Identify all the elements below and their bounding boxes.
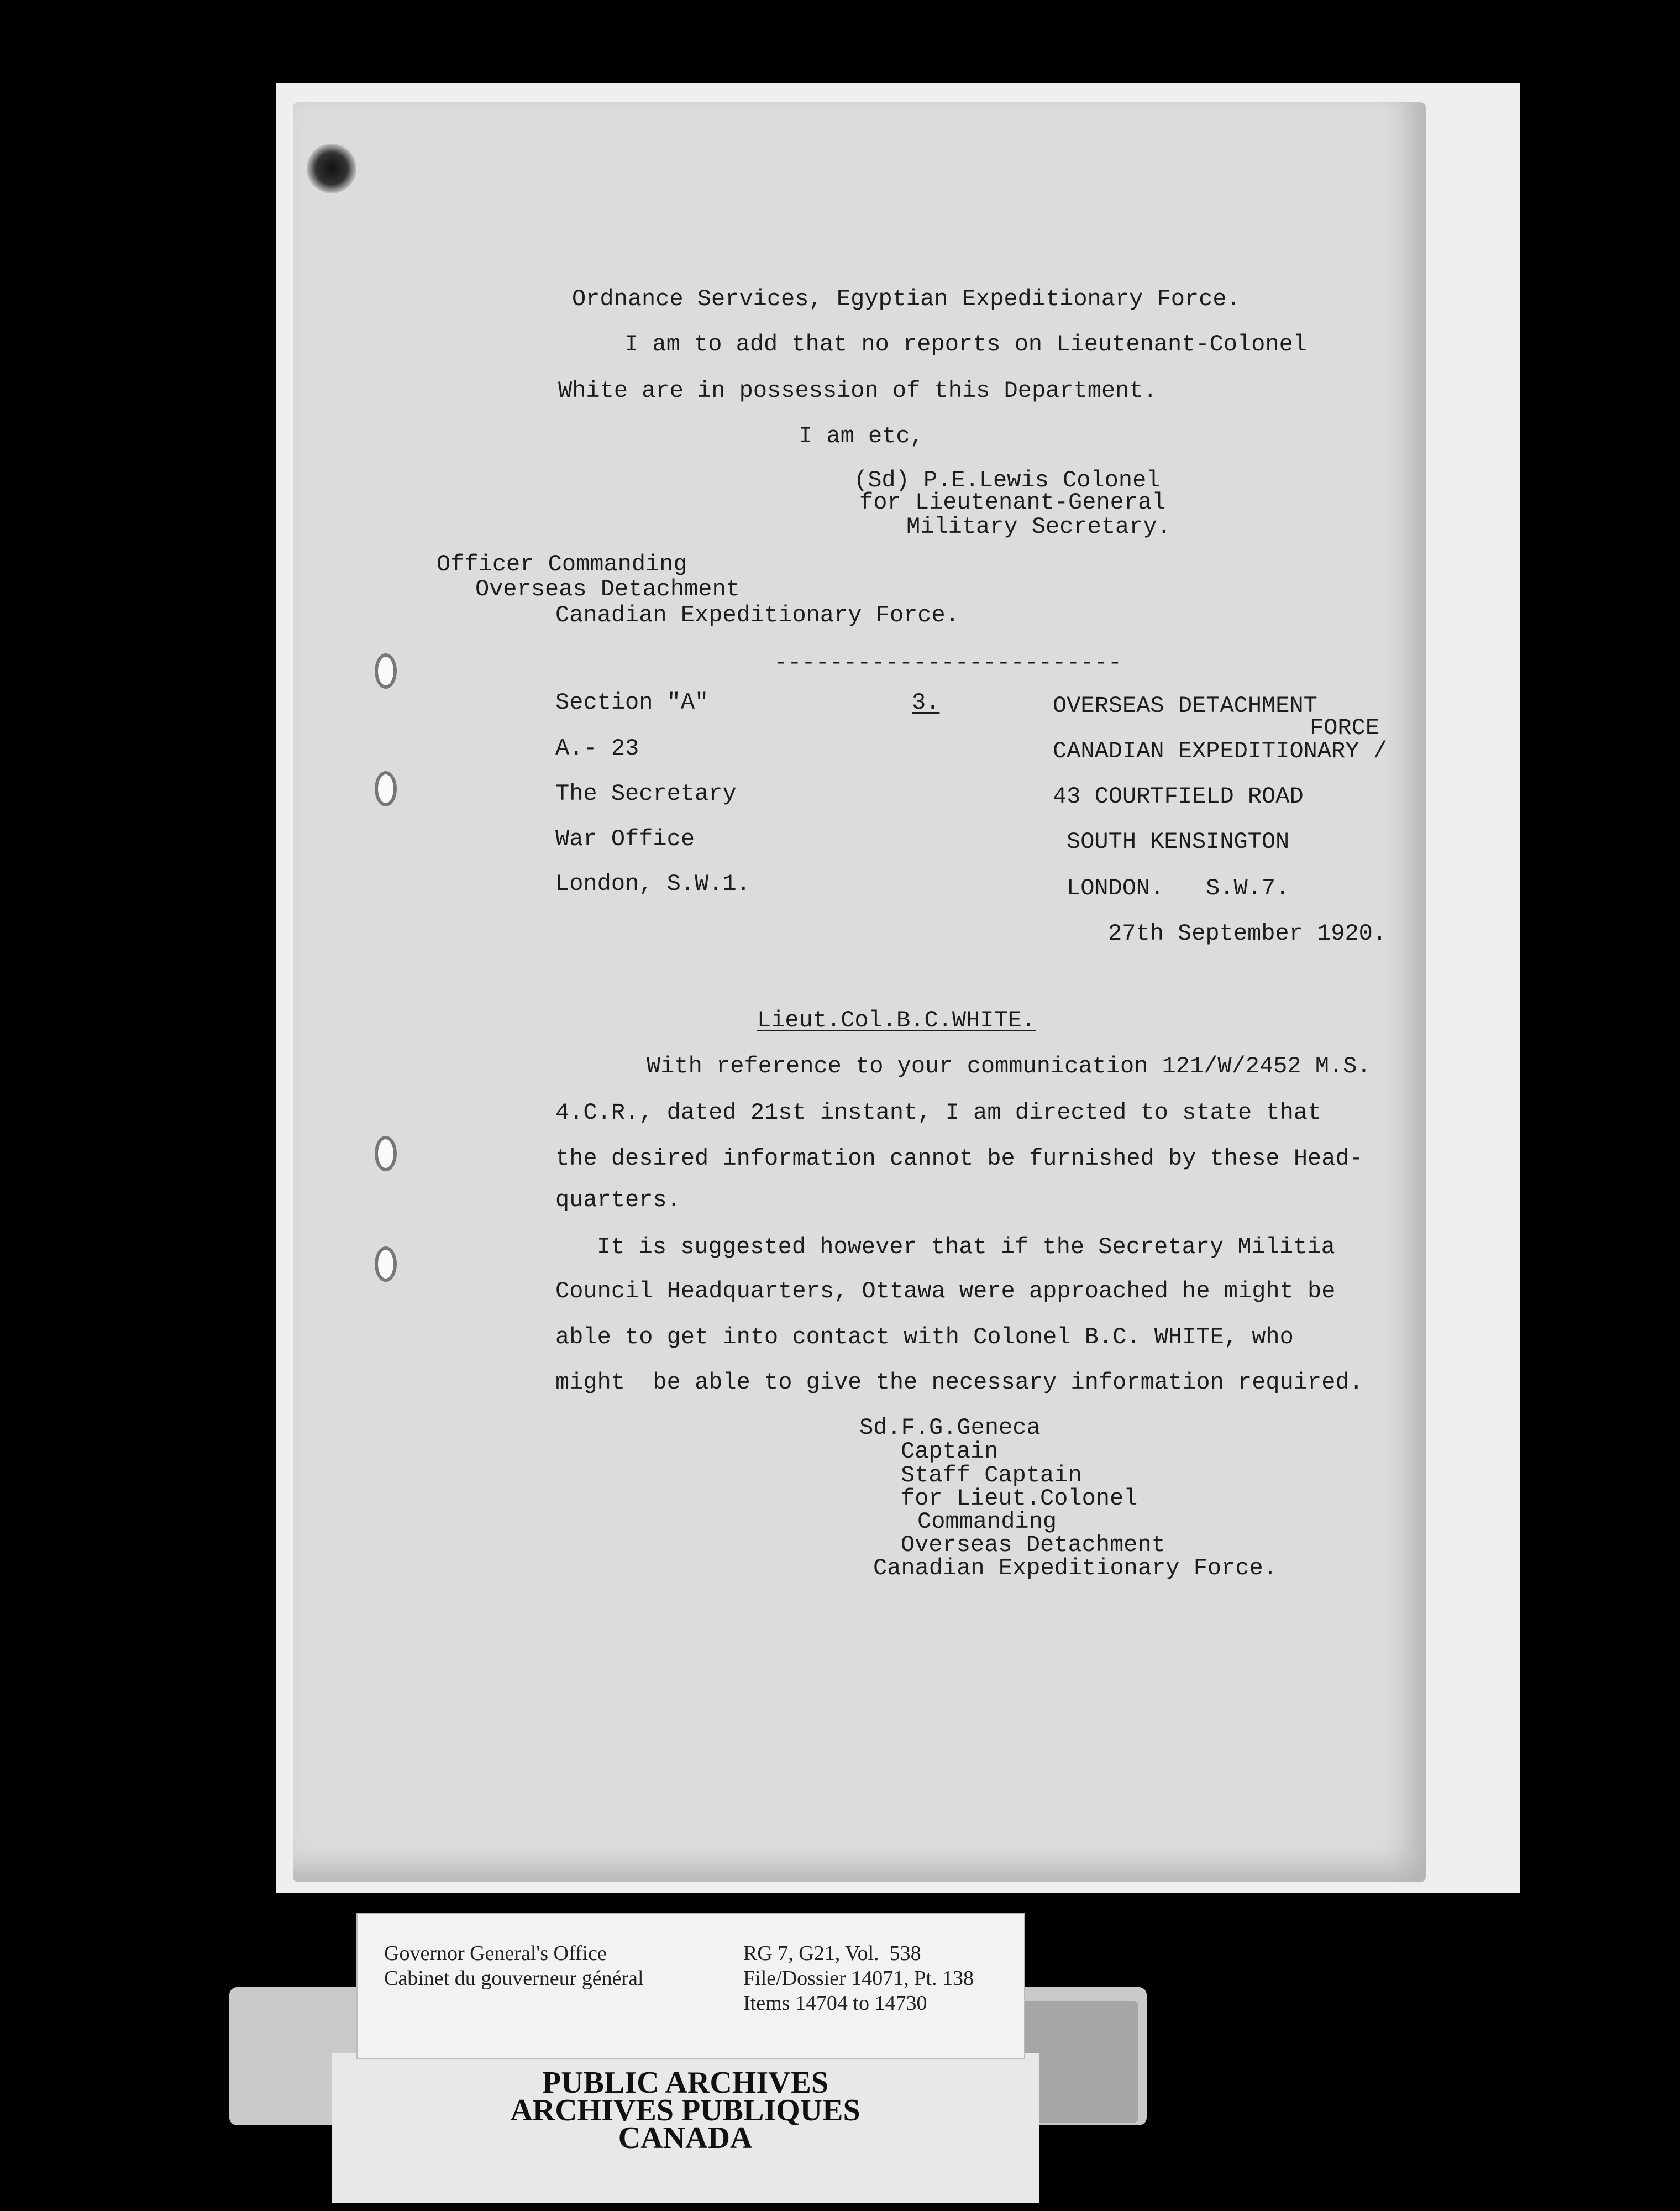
addressee-line-3: Canadian Expeditionary Force. (555, 602, 959, 628)
letter-number: 3. (912, 689, 940, 716)
label-ref-1: RG 7, G21, Vol. 538 (743, 1942, 921, 1965)
body-line-4: quarters. (555, 1187, 681, 1213)
header-left-2: A.- 23 (555, 735, 639, 762)
signature-line-4: for Lieut.Colonel (901, 1485, 1138, 1512)
letter-signature-1: (Sd) P.E.Lewis Colonel (854, 467, 1161, 494)
addressee-line-2: Overseas Detachment (475, 576, 740, 602)
header-left-5: London, S.W.1. (555, 871, 750, 897)
letter-line-3: White are in possession of this Department. (558, 378, 1157, 404)
body-line-8: might be able to give the necessary information required. (555, 1369, 1363, 1396)
letter-line-1: Ordnance Services, Egyptian Expeditionary Force. (572, 286, 1241, 312)
subject-line: Lieut.Col.B.C.WHITE. (757, 1007, 1036, 1034)
stamp-line-2: ARCHIVES PUBLIQUES (510, 2093, 860, 2128)
body-line-2: 4.C.R., dated 21st instant, I am directed to state that (555, 1099, 1322, 1126)
letter-closing: I am etc, (799, 423, 924, 449)
header-left-4: War Office (555, 826, 695, 852)
header-right-3: 43 COURTFIELD ROAD (1053, 783, 1304, 810)
signature-line-6: Overseas Detachment (901, 1532, 1166, 1558)
stamp-line-1: PUBLIC ARCHIVES (542, 2066, 829, 2100)
punch-hole-4 (375, 1246, 397, 1282)
label-ref-2: File/Dossier 14071, Pt. 138 (743, 1967, 974, 1990)
signature-line-7: Canadian Expeditionary Force. (873, 1555, 1277, 1581)
header-right-5: LONDON. S.W.7. (1067, 875, 1290, 902)
archive-tab-notch (1022, 2001, 1138, 2123)
signature-line-5: Commanding (917, 1508, 1057, 1535)
addressee-line-1: Officer Commanding (437, 551, 687, 578)
label-office-en: Governor General's Office (384, 1942, 607, 1965)
letter-signature-3: Military Secretary. (906, 514, 1171, 540)
signature-line-2: Captain (901, 1438, 999, 1465)
punch-hole-1 (375, 653, 397, 689)
header-left-3: The Secretary (555, 780, 737, 807)
signature-line-1: Sd.F.G.Geneca (859, 1414, 1041, 1441)
header-date: 27th September 1920. (1108, 920, 1387, 947)
body-line-1: With reference to your communication 121/W/2452 M.S. (647, 1053, 1371, 1080)
document-page (293, 102, 1426, 1882)
header-right-1: OVERSEAS DETACHMENT (1053, 693, 1317, 719)
body-line-6: Council Headquarters, Ottawa were approached he might be (555, 1278, 1336, 1304)
label-ref-3: Items 14704 to 14730 (743, 1992, 927, 2015)
separator-line: ------------------------- (774, 649, 1122, 676)
letter-line-2: I am to add that no reports on Lieutenant-Colonel (624, 331, 1308, 358)
header-right-2: CANADIAN EXPEDITIONARY / (1053, 738, 1387, 764)
body-line-7: able to get into contact with Colonel B.C. WHITE, who (555, 1324, 1294, 1350)
body-line-3: the desired information cannot be furnished by these Head- (555, 1145, 1363, 1172)
body-line-5: It is suggested however that if the Secretary Militia (597, 1234, 1335, 1260)
letter-signature-2: for Lieutenant-General (859, 489, 1166, 516)
punch-hole-3 (375, 1136, 397, 1171)
stamp-line-3: CANADA (618, 2121, 753, 2155)
ink-stain (307, 144, 356, 193)
punch-hole-2 (375, 771, 397, 806)
header-right-force: FORCE (1310, 715, 1380, 741)
label-office-fr: Cabinet du gouverneur général (384, 1967, 644, 1990)
signature-line-3: Staff Captain (901, 1462, 1082, 1489)
header-right-4: SOUTH KENSINGTON (1067, 829, 1290, 855)
header-left-1: Section "A" (555, 689, 709, 716)
